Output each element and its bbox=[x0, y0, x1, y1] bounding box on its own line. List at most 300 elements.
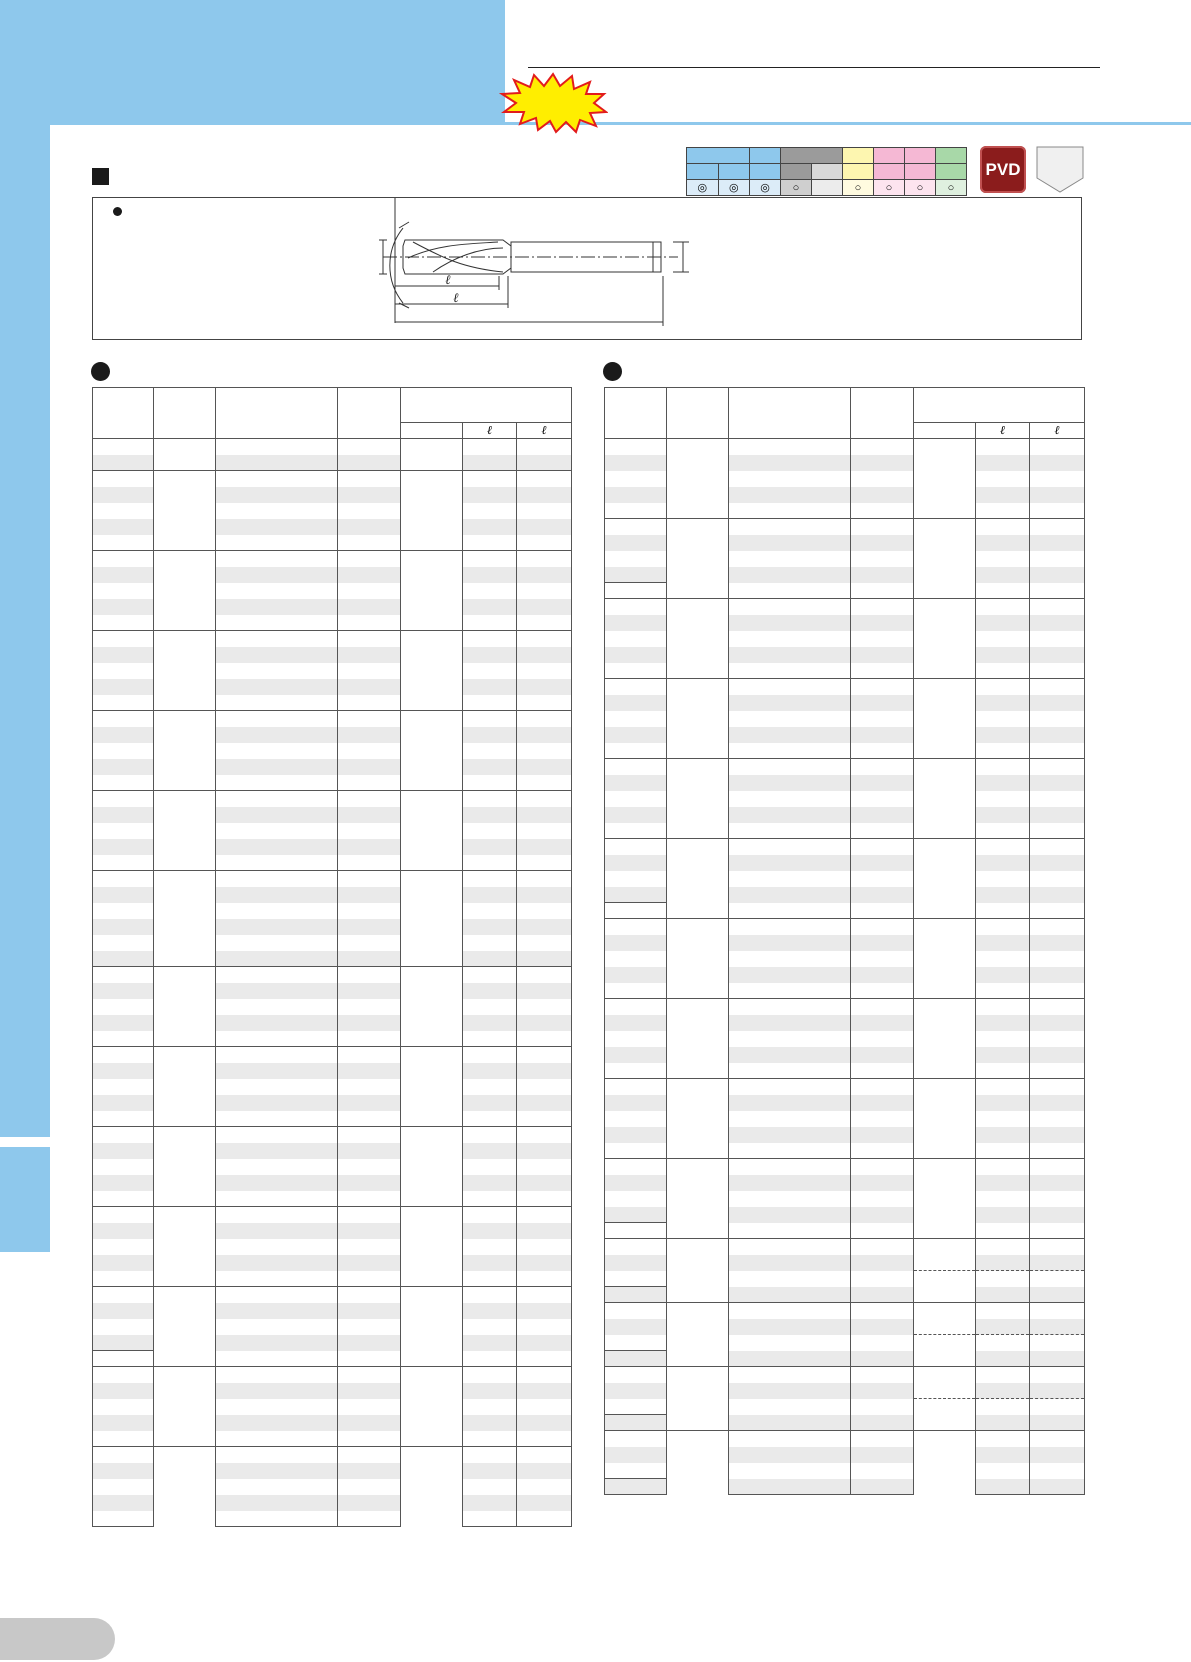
table-cell bbox=[605, 1319, 667, 1335]
grade-symbol: ○ bbox=[781, 180, 812, 196]
table-cell bbox=[976, 1191, 1030, 1207]
table-cell bbox=[605, 1175, 667, 1191]
table-cell bbox=[93, 599, 154, 615]
table-cell bbox=[976, 1079, 1030, 1095]
table-cell bbox=[338, 919, 401, 935]
table-cell bbox=[338, 1383, 401, 1399]
table-cell bbox=[605, 1415, 667, 1431]
table-cell bbox=[605, 887, 667, 903]
table-cell bbox=[605, 775, 667, 791]
table-cell bbox=[851, 1383, 914, 1399]
table-cell bbox=[976, 855, 1030, 871]
table-cell bbox=[154, 871, 216, 967]
table-cell bbox=[605, 1159, 667, 1175]
table-cell bbox=[338, 1239, 401, 1255]
table-cell bbox=[517, 967, 572, 983]
table-cell bbox=[93, 1031, 154, 1047]
table-cell bbox=[216, 1223, 338, 1239]
grade-symbol: ○ bbox=[843, 180, 874, 196]
table-cell bbox=[463, 647, 517, 663]
table-cell bbox=[667, 679, 729, 759]
table-cell bbox=[401, 551, 463, 631]
table-cell bbox=[463, 983, 517, 999]
table-cell bbox=[517, 1223, 572, 1239]
table-cell bbox=[401, 631, 463, 711]
table-cell bbox=[1030, 1159, 1085, 1175]
table-cell bbox=[517, 1399, 572, 1415]
table-cell bbox=[338, 455, 401, 471]
table-cell bbox=[463, 1431, 517, 1447]
table-cell bbox=[667, 759, 729, 839]
table-cell bbox=[517, 1031, 572, 1047]
table-cell bbox=[517, 695, 572, 711]
table-cell bbox=[976, 1271, 1030, 1287]
table-cell bbox=[517, 631, 572, 647]
table-cell bbox=[93, 791, 154, 807]
table-cell bbox=[463, 919, 517, 935]
section-marker-icon bbox=[92, 168, 109, 185]
table-cell bbox=[338, 1351, 401, 1367]
table-cell bbox=[976, 887, 1030, 903]
table-cell bbox=[851, 1159, 914, 1175]
table-row bbox=[605, 599, 1085, 615]
table-cell bbox=[976, 727, 1030, 743]
table-cell bbox=[851, 615, 914, 631]
table-cell bbox=[1030, 599, 1085, 615]
table-cell bbox=[667, 519, 729, 599]
table-cell bbox=[517, 1207, 572, 1223]
table-cell bbox=[93, 743, 154, 759]
table-cell bbox=[851, 1191, 914, 1207]
table-cell bbox=[517, 711, 572, 727]
table-cell bbox=[154, 1367, 216, 1447]
table-cell bbox=[401, 439, 463, 471]
table-cell bbox=[729, 967, 851, 983]
table-cell bbox=[976, 631, 1030, 647]
table-cell bbox=[851, 1431, 914, 1447]
table-cell bbox=[729, 647, 851, 663]
table-cell bbox=[338, 1511, 401, 1527]
table-cell bbox=[338, 711, 401, 727]
grade-cell bbox=[687, 164, 719, 180]
table-cell bbox=[605, 1079, 667, 1095]
table-cell bbox=[976, 983, 1030, 999]
header-cell bbox=[338, 388, 401, 439]
table-cell bbox=[851, 759, 914, 775]
table-cell bbox=[517, 839, 572, 855]
table-cell bbox=[517, 503, 572, 519]
table-cell bbox=[338, 887, 401, 903]
table-cell bbox=[517, 583, 572, 599]
table-cell bbox=[605, 551, 667, 567]
table-cell bbox=[914, 1335, 976, 1367]
table-cell bbox=[976, 647, 1030, 663]
table-cell bbox=[338, 839, 401, 855]
table-cell bbox=[517, 1479, 572, 1495]
table-cell bbox=[605, 743, 667, 759]
table-cell bbox=[93, 535, 154, 551]
table-cell bbox=[1030, 1047, 1085, 1063]
table-cell bbox=[914, 1431, 976, 1495]
table-cell bbox=[463, 1479, 517, 1495]
table-cell bbox=[1030, 487, 1085, 503]
table-cell bbox=[1030, 1255, 1085, 1271]
table-cell bbox=[976, 1479, 1030, 1495]
table-cell bbox=[517, 679, 572, 695]
header-subcell bbox=[914, 423, 976, 439]
table-cell bbox=[216, 887, 338, 903]
table-cell bbox=[851, 1255, 914, 1271]
table-cell bbox=[729, 695, 851, 711]
table-cell bbox=[401, 1447, 463, 1527]
table-cell bbox=[93, 1287, 154, 1303]
table-cell bbox=[976, 551, 1030, 567]
table-cell bbox=[463, 583, 517, 599]
table-cell bbox=[605, 903, 667, 919]
table-cell bbox=[93, 759, 154, 775]
table-cell bbox=[851, 839, 914, 855]
table-cell bbox=[1030, 1367, 1085, 1383]
table-cell bbox=[401, 871, 463, 967]
table-cell bbox=[605, 807, 667, 823]
table-cell bbox=[976, 967, 1030, 983]
table-cell bbox=[338, 647, 401, 663]
grade-cell bbox=[718, 164, 750, 180]
table-row bbox=[93, 791, 572, 807]
table-cell bbox=[1030, 551, 1085, 567]
table-cell bbox=[851, 823, 914, 839]
table-cell bbox=[517, 1351, 572, 1367]
table-cell bbox=[1030, 1143, 1085, 1159]
table-cell bbox=[729, 711, 851, 727]
table-cell bbox=[517, 647, 572, 663]
table-cell bbox=[216, 583, 338, 599]
table-cell bbox=[517, 599, 572, 615]
grade-cell bbox=[874, 164, 905, 180]
header-cell bbox=[729, 388, 851, 439]
header-subcell: ℓ bbox=[976, 423, 1030, 439]
table-cell bbox=[93, 887, 154, 903]
table-cell bbox=[851, 999, 914, 1015]
table-cell bbox=[605, 1271, 667, 1287]
table-cell bbox=[976, 1367, 1030, 1383]
table-cell bbox=[463, 1127, 517, 1143]
table-cell bbox=[667, 919, 729, 999]
table-cell bbox=[976, 535, 1030, 551]
table-cell bbox=[976, 951, 1030, 967]
table-cell bbox=[976, 791, 1030, 807]
table-cell bbox=[729, 455, 851, 471]
table-cell bbox=[154, 711, 216, 791]
table-cell bbox=[463, 1463, 517, 1479]
table-cell bbox=[93, 983, 154, 999]
table-cell bbox=[1030, 711, 1085, 727]
table-cell bbox=[1030, 1031, 1085, 1047]
table-cell bbox=[605, 855, 667, 871]
table-cell bbox=[729, 679, 851, 695]
table-cell bbox=[216, 455, 338, 471]
table-cell bbox=[93, 935, 154, 951]
table-cell bbox=[667, 839, 729, 919]
table-cell bbox=[605, 663, 667, 679]
table-cell bbox=[605, 567, 667, 583]
table-cell bbox=[976, 439, 1030, 455]
table-cell bbox=[338, 1335, 401, 1351]
table-cell bbox=[976, 1287, 1030, 1303]
table-cell bbox=[851, 1015, 914, 1031]
table-cell bbox=[976, 1047, 1030, 1063]
table-row bbox=[605, 1367, 1085, 1383]
grade-symbol: ◎ bbox=[687, 180, 719, 196]
table-cell bbox=[463, 711, 517, 727]
table-cell bbox=[851, 1335, 914, 1351]
table-cell bbox=[216, 919, 338, 935]
table-cell bbox=[463, 1239, 517, 1255]
table-cell bbox=[216, 1479, 338, 1495]
table-cell bbox=[216, 1287, 338, 1303]
table-cell bbox=[605, 695, 667, 711]
table-cell bbox=[605, 1127, 667, 1143]
table-cell bbox=[1030, 663, 1085, 679]
table-cell bbox=[517, 759, 572, 775]
table-cell bbox=[851, 967, 914, 983]
table-cell bbox=[729, 1047, 851, 1063]
table-cell bbox=[517, 551, 572, 567]
table-cell bbox=[338, 1431, 401, 1447]
table-cell bbox=[605, 983, 667, 999]
table-cell bbox=[729, 1095, 851, 1111]
table-row bbox=[605, 1239, 1085, 1255]
table-cell bbox=[517, 1495, 572, 1511]
table-cell bbox=[729, 567, 851, 583]
table-cell bbox=[338, 999, 401, 1015]
table-cell bbox=[216, 439, 338, 455]
table-cell bbox=[463, 1047, 517, 1063]
table-cell bbox=[729, 1463, 851, 1479]
table-cell bbox=[154, 1287, 216, 1367]
grade-cell bbox=[781, 148, 843, 164]
table-row bbox=[93, 967, 572, 983]
table-cell bbox=[851, 599, 914, 615]
table-cell bbox=[1030, 1111, 1085, 1127]
table-cell bbox=[517, 919, 572, 935]
table-row bbox=[605, 439, 1085, 455]
table-cell bbox=[976, 455, 1030, 471]
table-cell bbox=[338, 1255, 401, 1271]
table-cell bbox=[1030, 1079, 1085, 1095]
table-cell bbox=[463, 871, 517, 887]
table-cell bbox=[729, 999, 851, 1015]
table-cell bbox=[154, 1047, 216, 1127]
side-band bbox=[0, 125, 50, 1137]
table-cell bbox=[605, 1095, 667, 1111]
table-cell bbox=[338, 1367, 401, 1383]
table-cell bbox=[667, 999, 729, 1079]
table-cell bbox=[976, 487, 1030, 503]
table-cell bbox=[463, 967, 517, 983]
table-cell bbox=[93, 1511, 154, 1527]
table-cell bbox=[851, 1287, 914, 1303]
table-cell bbox=[338, 679, 401, 695]
table-cell bbox=[216, 967, 338, 983]
table-cell bbox=[463, 695, 517, 711]
table-cell bbox=[154, 631, 216, 711]
table-cell bbox=[605, 1239, 667, 1255]
table-cell bbox=[667, 599, 729, 679]
table-cell bbox=[93, 951, 154, 967]
table-cell bbox=[605, 1431, 667, 1447]
table-cell bbox=[605, 1111, 667, 1127]
table-cell bbox=[216, 1495, 338, 1511]
table-cell bbox=[401, 1207, 463, 1287]
table-cell bbox=[216, 1383, 338, 1399]
table-cell bbox=[517, 1015, 572, 1031]
table-cell bbox=[216, 1239, 338, 1255]
table-cell bbox=[401, 967, 463, 1047]
table-cell bbox=[914, 1399, 976, 1431]
table-cell bbox=[729, 1335, 851, 1351]
table-cell bbox=[605, 791, 667, 807]
table-cell bbox=[605, 727, 667, 743]
table-cell bbox=[338, 759, 401, 775]
table-cell bbox=[729, 1271, 851, 1287]
table-cell bbox=[605, 535, 667, 551]
table-cell bbox=[1030, 1399, 1085, 1415]
table-cell bbox=[463, 1159, 517, 1175]
coating-shape-icon bbox=[1036, 146, 1084, 193]
table-cell bbox=[851, 743, 914, 759]
table-cell bbox=[605, 487, 667, 503]
table-cell bbox=[729, 583, 851, 599]
table-cell bbox=[851, 1319, 914, 1335]
table-cell bbox=[463, 631, 517, 647]
table-cell bbox=[338, 567, 401, 583]
table-cell bbox=[605, 471, 667, 487]
table-cell bbox=[851, 1479, 914, 1495]
table-cell bbox=[914, 759, 976, 839]
table-cell bbox=[338, 1495, 401, 1511]
table-cell bbox=[93, 1495, 154, 1511]
table-cell bbox=[605, 1015, 667, 1031]
table-cell bbox=[338, 1095, 401, 1111]
table-cell bbox=[401, 1127, 463, 1207]
table-cell bbox=[1030, 775, 1085, 791]
table-cell bbox=[976, 839, 1030, 855]
grade-cell bbox=[905, 148, 936, 164]
table-cell bbox=[463, 1383, 517, 1399]
table-cell bbox=[463, 1367, 517, 1383]
table-cell bbox=[463, 1335, 517, 1351]
table-cell bbox=[605, 999, 667, 1015]
table-cell bbox=[729, 1431, 851, 1447]
table-cell bbox=[154, 551, 216, 631]
table-cell bbox=[851, 647, 914, 663]
table-cell bbox=[463, 439, 517, 455]
table-cell bbox=[463, 903, 517, 919]
table-cell bbox=[976, 1175, 1030, 1191]
table-cell bbox=[517, 1367, 572, 1383]
table-cell bbox=[1030, 791, 1085, 807]
table-cell bbox=[463, 663, 517, 679]
table-cell bbox=[1030, 1191, 1085, 1207]
table-cell bbox=[605, 967, 667, 983]
table-cell bbox=[93, 1463, 154, 1479]
table-cell bbox=[851, 1111, 914, 1127]
table-cell bbox=[338, 1063, 401, 1079]
table-cell bbox=[216, 1207, 338, 1223]
table-cell bbox=[517, 663, 572, 679]
table-row bbox=[605, 759, 1085, 775]
table-cell bbox=[1030, 1479, 1085, 1495]
table-cell bbox=[216, 727, 338, 743]
table-cell bbox=[338, 1127, 401, 1143]
table-cell bbox=[517, 1287, 572, 1303]
table-cell bbox=[93, 807, 154, 823]
table-cell bbox=[851, 439, 914, 455]
table-cell bbox=[463, 535, 517, 551]
table-cell bbox=[338, 535, 401, 551]
table-cell bbox=[154, 1127, 216, 1207]
table-cell bbox=[729, 1303, 851, 1319]
table-cell bbox=[93, 679, 154, 695]
table-cell bbox=[851, 1271, 914, 1287]
grade-cell bbox=[936, 164, 967, 180]
table-cell bbox=[1030, 1335, 1085, 1351]
grade-symbol: ○ bbox=[936, 180, 967, 196]
table-cell bbox=[851, 471, 914, 487]
table-cell bbox=[1030, 839, 1085, 855]
table-row bbox=[93, 871, 572, 887]
table-cell bbox=[1030, 439, 1085, 455]
table-cell bbox=[216, 1447, 338, 1463]
table-cell bbox=[338, 1191, 401, 1207]
table-cell bbox=[216, 1143, 338, 1159]
table-cell bbox=[1030, 951, 1085, 967]
table-cell bbox=[463, 1015, 517, 1031]
table-cell bbox=[1030, 647, 1085, 663]
table-cell bbox=[93, 1319, 154, 1335]
table-cell bbox=[976, 759, 1030, 775]
header-cell bbox=[154, 388, 216, 439]
table-cell bbox=[729, 935, 851, 951]
table-cell bbox=[851, 1351, 914, 1367]
table-cell bbox=[517, 823, 572, 839]
table-cell bbox=[976, 1031, 1030, 1047]
table-cell bbox=[463, 1191, 517, 1207]
table-cell bbox=[338, 1319, 401, 1335]
table-cell bbox=[216, 487, 338, 503]
table-cell bbox=[338, 1271, 401, 1287]
table-cell bbox=[605, 823, 667, 839]
table-cell bbox=[154, 471, 216, 551]
table-cell bbox=[729, 1143, 851, 1159]
table-cell bbox=[93, 1095, 154, 1111]
table-cell bbox=[517, 1511, 572, 1527]
table-cell bbox=[729, 1063, 851, 1079]
table-cell bbox=[517, 1271, 572, 1287]
table-cell bbox=[463, 551, 517, 567]
table-cell bbox=[93, 1303, 154, 1319]
table-cell bbox=[93, 1223, 154, 1239]
grade-symbol: ○ bbox=[905, 180, 936, 196]
table-cell bbox=[517, 1079, 572, 1095]
table-cell bbox=[338, 695, 401, 711]
table-cell bbox=[463, 1351, 517, 1367]
table-cell bbox=[517, 455, 572, 471]
table-cell bbox=[1030, 1063, 1085, 1079]
table-cell bbox=[729, 823, 851, 839]
table-cell bbox=[338, 727, 401, 743]
